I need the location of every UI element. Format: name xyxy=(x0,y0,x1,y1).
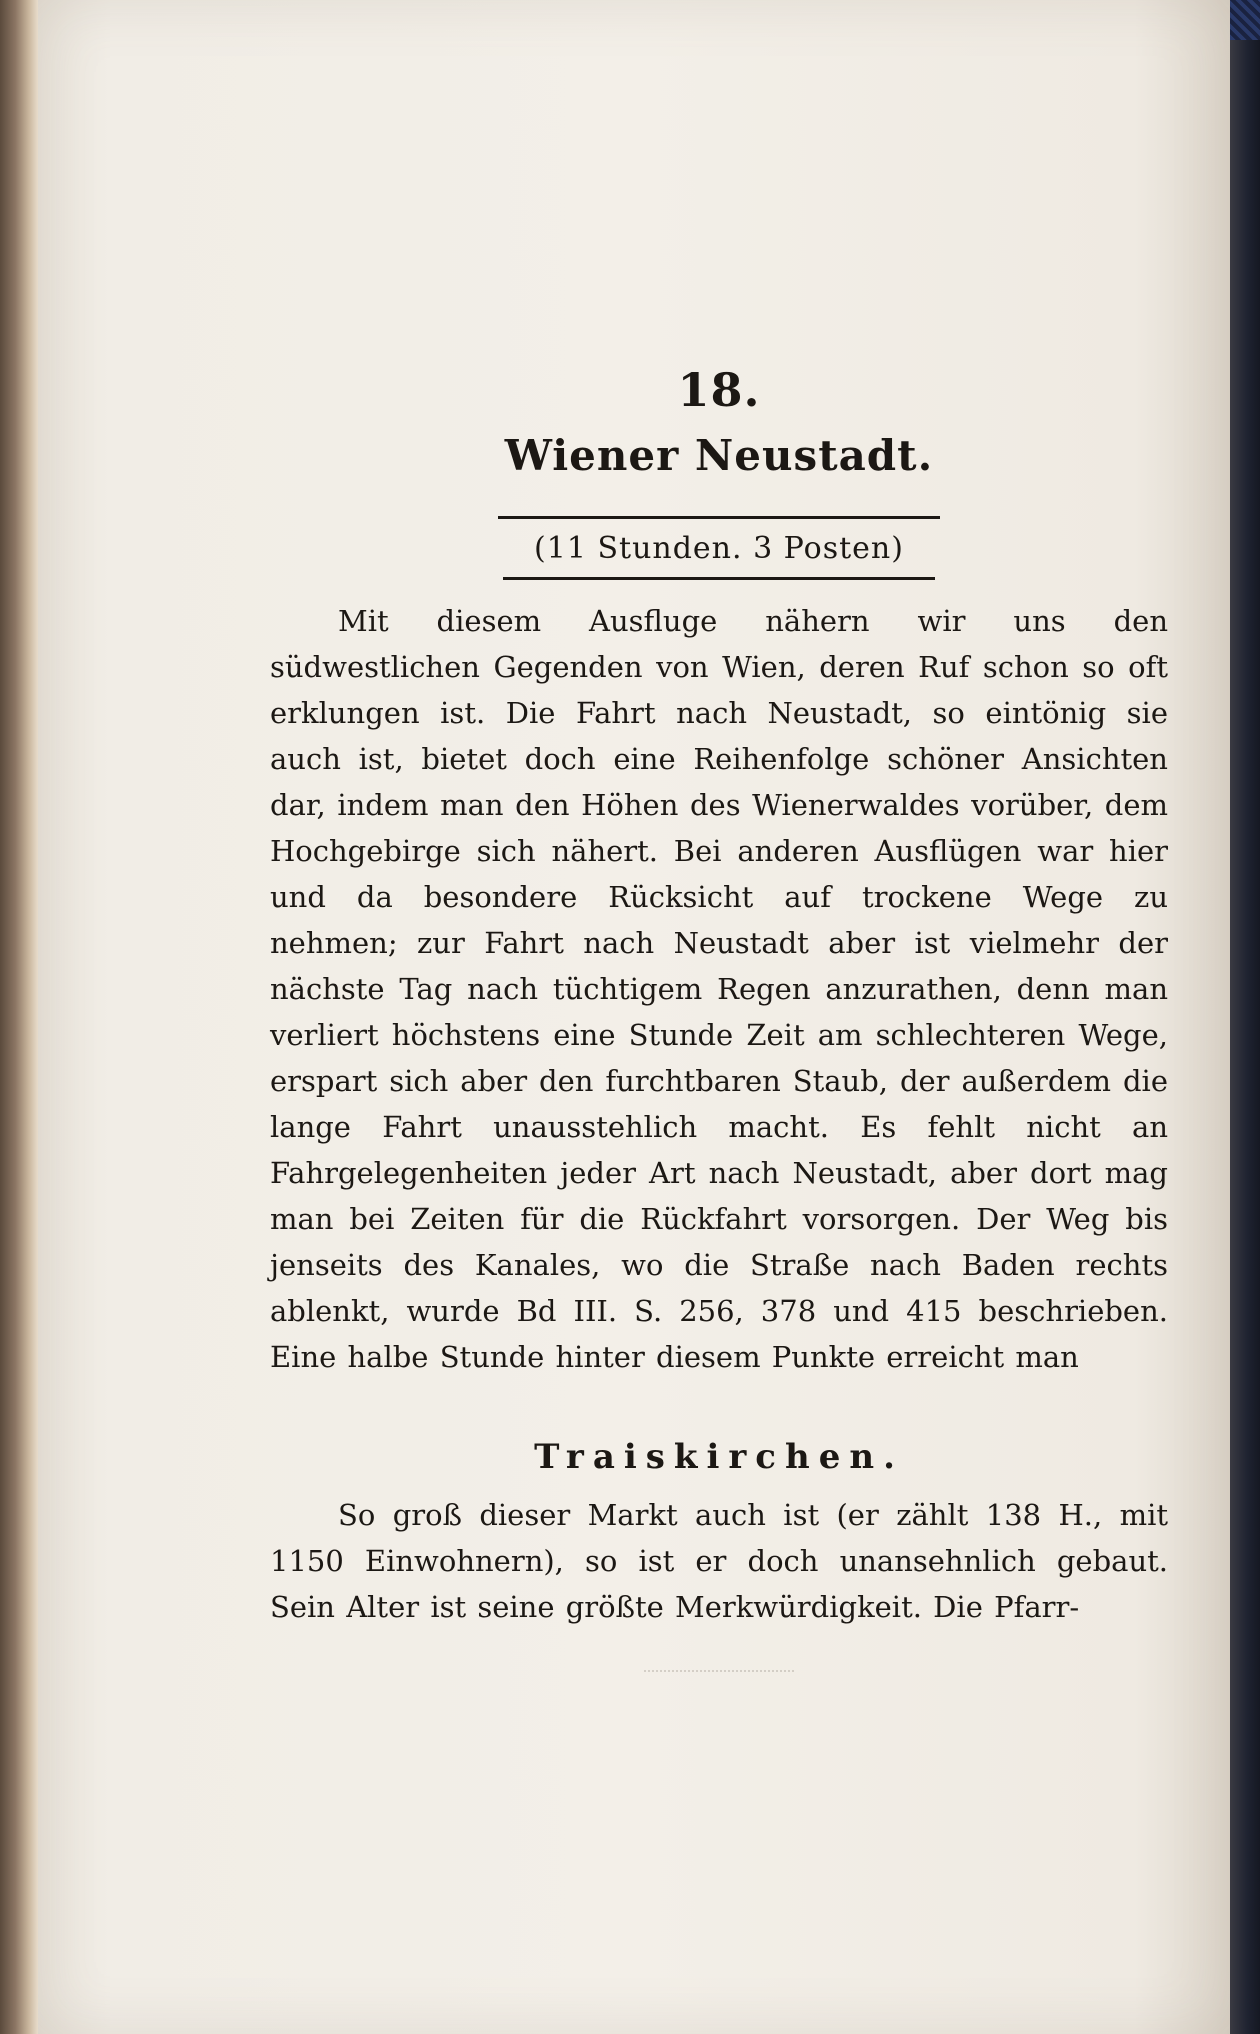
bleed-through-mark xyxy=(644,1670,794,1672)
chapter-number: 18. xyxy=(677,363,761,417)
chapter-title: Wiener Neustadt. xyxy=(504,431,934,480)
rule-bottom xyxy=(503,577,935,580)
rule-top xyxy=(498,516,940,519)
book-edge-left xyxy=(0,0,38,2034)
body-paragraph-2: So groß dieser Markt auch ist (er zählt 138 H., mit 1150 Einwohnern), so ist er doch unansehnlich gebaut. Sein Alter ist seine größte Merkwürdigkeit. Die Pfarr- xyxy=(270,1498,1168,1624)
page-content xyxy=(270,360,1168,1672)
body-paragraph-1: Mit diesem Ausfluge nähern wir uns den südwestlichen Gegenden von Wien, deren Ruf schon so oft erklungen ist. Die Fahrt nach Neustadt, so eintönig sie auch ist, bietet doch eine Reihenfolge schöner Ansichten dar, indem man den Höhen des Wienerwaldes vorüber, dem Hochgebirge sich nähert. Bei anderen Ausflügen war hier und da besondere Rücksicht auf trockene Wege zu nehmen; zur Fahrt nach Neustadt aber ist vielmehr der nächste Tag nach tüchtigem Regen anzurathen, denn man verliert höchstens eine Stunde Zeit am schlechteren Wege, erspart sich aber den furchtbaren Staub, der außerdem die lange Fahrt unausstehlich macht. Es fehlt nicht an Fahrgelegenheiten jeder Art nach Neustadt, aber dort mag man bei Zeiten für die Rückfahrt vorsorgen. Der Weg bis jenseits des Kanales, wo die Straße nach Baden rechts ablenkt, wurde Bd III. S. 256, 378 und 415 beschrieben. Eine halbe Stunde hinter diesem Punkte erreicht man xyxy=(270,604,1168,1374)
book-page xyxy=(38,0,1230,2034)
section-heading: Traiskirchen. xyxy=(534,1437,904,1477)
book-edge-right xyxy=(1230,0,1260,2034)
chapter-subtitle: (11 Stunden. 3 Posten) xyxy=(534,531,904,566)
